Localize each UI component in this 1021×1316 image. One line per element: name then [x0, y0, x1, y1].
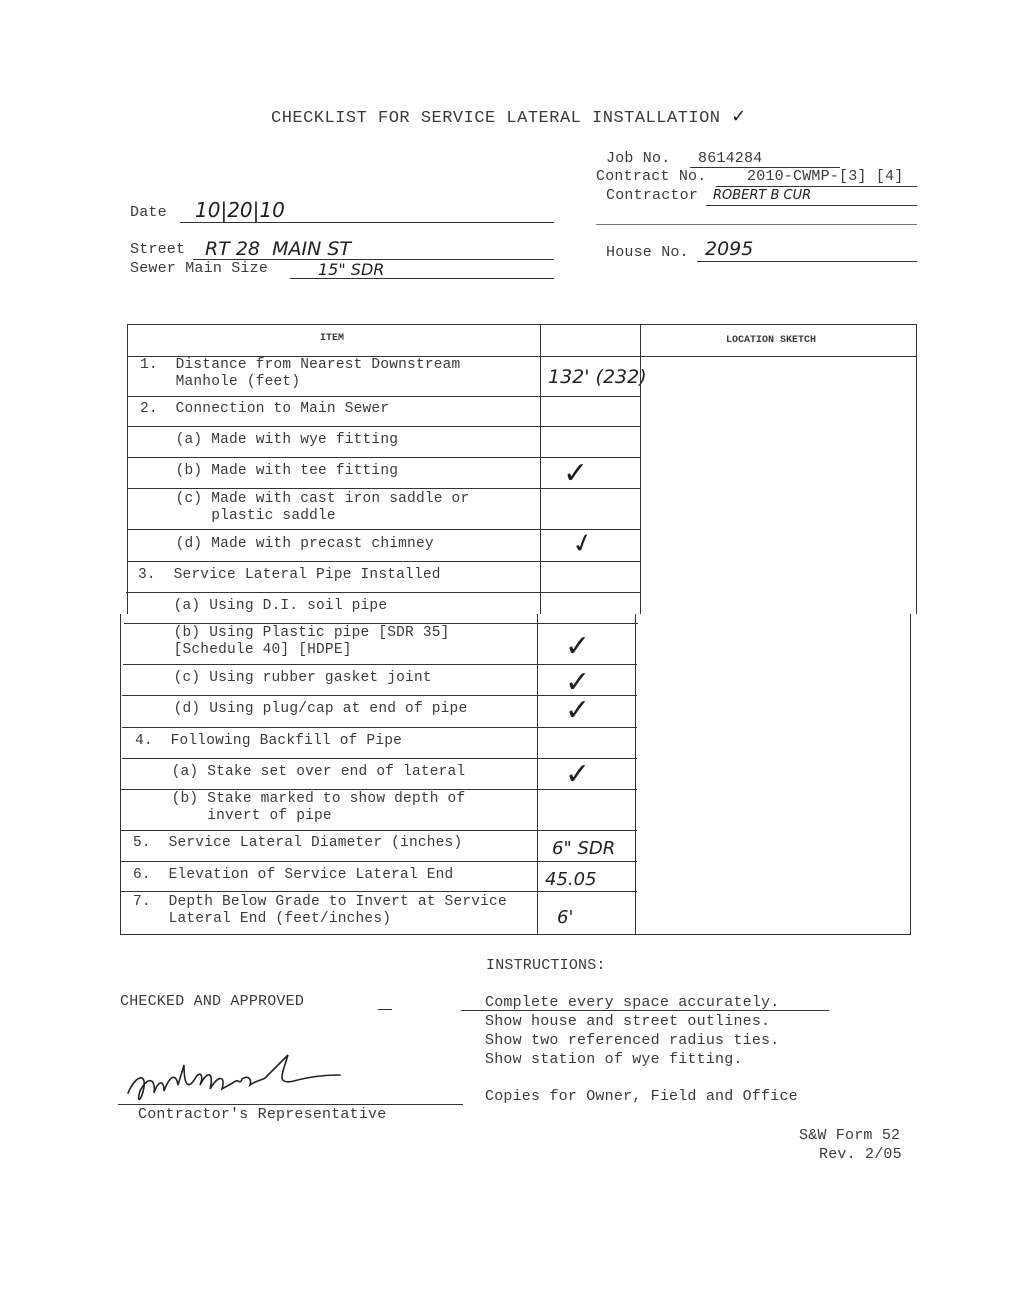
row-1-text: 1. Distance from Nearest Downstream Manhole (feet): [140, 357, 461, 390]
job-no-label: Job No.: [606, 150, 671, 167]
row-3-text: 3. Service Lateral Pipe Installed: [138, 567, 441, 583]
row-3d-text: (d) Using plug/cap at end of pipe: [138, 701, 468, 717]
contractor-label: Contractor: [606, 187, 699, 204]
row-7-text: 7. Depth Below Grade to Invert at Service Lateral End (feet/inches): [133, 894, 507, 927]
row-2c-text: (c) Made with cast iron saddle or plastic saddle: [175, 491, 470, 524]
instructions-heading: INSTRUCTIONS:: [486, 957, 606, 974]
row-6-text: 6. Elevation of Service Lateral End: [133, 867, 454, 883]
form-number: S&W Form 52: [799, 1127, 901, 1144]
row-3c-text: (c) Using rubber gasket joint: [138, 670, 432, 686]
row-2b-text: (b) Made with tee fitting: [140, 463, 399, 479]
row-4a-text: (a) Stake set over end of lateral: [136, 764, 466, 780]
row-2-text: 2. Connection to Main Sewer: [140, 401, 390, 417]
contract-no-value: 2010-CWMP-[3] [4]: [747, 168, 904, 185]
street-value: RT 28 MAIN ST: [205, 238, 352, 260]
date-value: 10|20|10: [195, 198, 285, 222]
contractor-value: ROBERT B CUR: [713, 188, 812, 203]
contract-no-label: Contract No.: [596, 168, 707, 185]
row-3a-text: (a) Using D.I. soil pipe: [138, 598, 388, 614]
signature-caption: Contractor's Representative: [138, 1106, 387, 1123]
column-header-item: ITEM: [320, 333, 345, 344]
title-check-mark: ✓: [731, 106, 747, 127]
row-3b-check-mark: ✓: [565, 629, 591, 664]
date-label: Date: [130, 204, 167, 221]
form-title-text: CHECKLIST FOR SERVICE LATERAL INSTALLATION: [271, 109, 721, 128]
row-3c-check-mark: ✓: [565, 665, 591, 700]
checked-approved-label: CHECKED AND APPROVED: [120, 993, 305, 1010]
row-4a-check-mark: ✓: [565, 757, 591, 792]
row-1-entry: 132' (232): [548, 366, 647, 388]
row-4b-text: (b) Stake marked to show depth of invert of pipe: [171, 791, 466, 824]
sewer-main-size-value: 15" SDR: [318, 260, 385, 279]
instruction-line-4: Show station of wye fitting.: [485, 1051, 743, 1068]
row-3b-text: (b) Using Plastic pipe [SDR 35] [Schedule 40] [HDPE]: [173, 625, 450, 658]
house-no-value: 2095: [705, 238, 754, 260]
row-5-entry: 6" SDR: [552, 838, 616, 859]
sewer-main-size-label: Sewer Main Size: [130, 260, 269, 277]
row-2d-text: (d) Made with precast chimney: [140, 536, 434, 552]
row-2d-check-mark: ✓: [568, 526, 598, 562]
form-revision: Rev. 2/05: [819, 1146, 902, 1163]
row-7-entry: 6': [557, 907, 574, 928]
instruction-line-1: Complete every space accurately.: [485, 994, 780, 1011]
row-3d-check-mark: ✓: [565, 693, 591, 728]
row-2a-text: (a) Made with wye fitting: [140, 432, 399, 448]
row-5-text: 5. Service Lateral Diameter (inches): [133, 835, 463, 851]
instruction-line-2: Show house and street outlines.: [485, 1013, 771, 1030]
job-no-value: 8614284: [698, 150, 763, 167]
street-label: Street: [130, 241, 186, 258]
row-2b-check-mark: ✓: [563, 456, 589, 491]
row-4-text: 4. Following Backfill of Pipe: [135, 733, 403, 749]
row-6-entry: 45.05: [545, 869, 597, 890]
house-no-label: House No.: [606, 244, 689, 261]
copies-line: Copies for Owner, Field and Office: [485, 1088, 798, 1105]
form-title: [271, 106, 747, 128]
column-header-location-sketch: LOCATION SKETCH: [726, 335, 817, 346]
instruction-line-3: Show two referenced radius ties.: [485, 1032, 780, 1049]
